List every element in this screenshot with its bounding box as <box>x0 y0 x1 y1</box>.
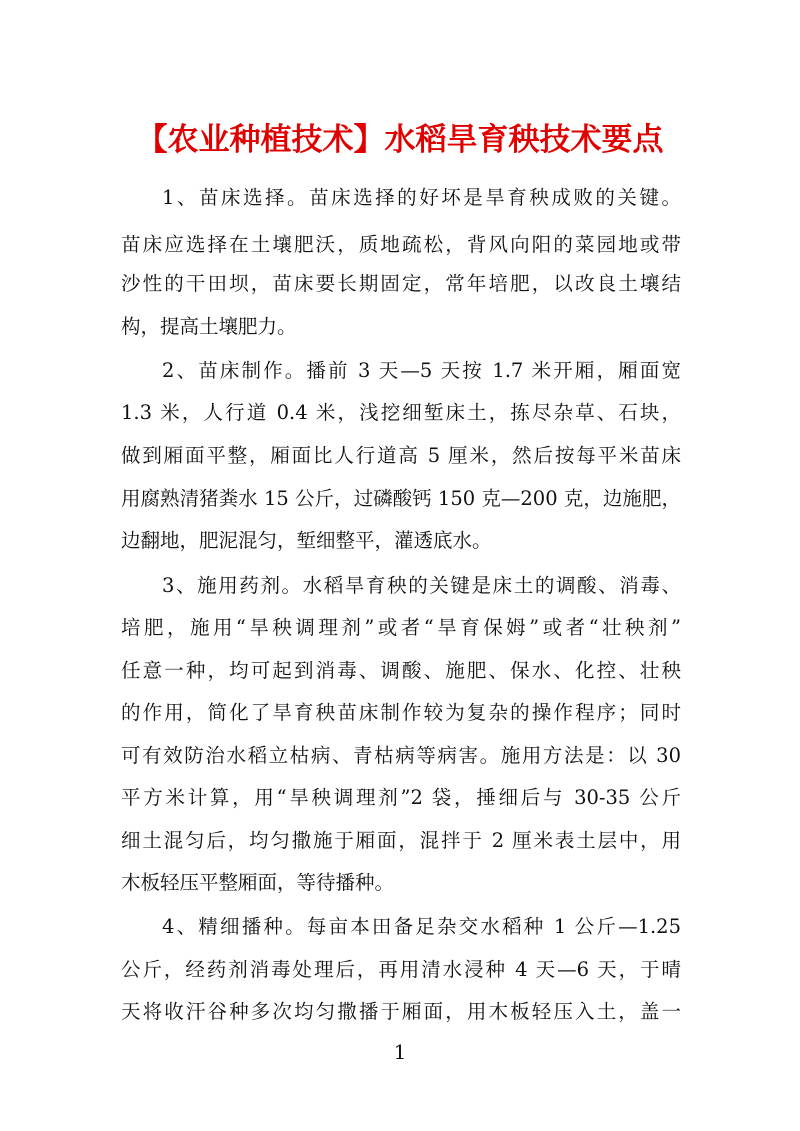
paragraph-3-line-1: 3、施用药剂。水稻旱育秧的关键是床土的调酸、消毒、 <box>162 574 681 597</box>
paragraph-4-line-3: 天将收汗谷种多次均匀撒播于厢面，用木板轻压入土，盖一 <box>121 1000 681 1023</box>
paragraph-3-line-8: 木板轻压平整厢面，等待播种。 <box>121 871 395 894</box>
paragraph-3-line-4: 的作用，简化了旱育秧苗床制作较为复杂的操作程序；同时 <box>121 701 681 724</box>
paragraph-1-line-3: 沙性的干田坝，苗床要长期固定，常年培肥，以改良土壤结 <box>121 272 681 295</box>
document-title: 【农业种植技术】水稻旱育秧技术要点 <box>136 122 664 158</box>
paragraph-4-line-1: 4、精细播种。每亩本田备足杂交水稻种 1 公斤—1.25 <box>162 915 681 938</box>
paragraph-2-line-1: 2、苗床制作。播前 3 天—5 天按 1.7 米开厢，厢面宽 <box>162 359 681 382</box>
paragraph-3-line-3: 任意一种，均可起到消毒、调酸、施肥、保水、化控、壮秧 <box>121 659 681 682</box>
paragraph-1-line-4: 构，提高土壤肥力。 <box>121 315 297 338</box>
paragraph-3-line-2: 培肥，施用“旱秧调理剂”或者“旱育保姆”或者“壮秧剂” <box>121 616 681 639</box>
paragraph-3-line-7: 细土混匀后，均匀撒施于厢面，混拌于 2 厘米表土层中，用 <box>121 829 681 852</box>
paragraph-4-line-2: 公斤，经药剂消毒处理后，再用清水浸种 4 天—6 天，于晴 <box>121 958 681 981</box>
paragraph-3-line-5: 可有效防治水稻立枯病、青枯病等病害。施用方法是：以 30 <box>121 744 681 767</box>
paragraph-3-line-6: 平方米计算，用“旱秧调理剂”2 袋，捶细后与 30-35 公斤 <box>121 786 681 809</box>
paragraph-2-line-2: 1.3 米，人行道 0.4 米，浅挖细堑床土，拣尽杂草、石块， <box>121 401 681 424</box>
paragraph-1-line-2: 苗床应选择在土壤肥沃，质地疏松，背风向阳的菜园地或带 <box>121 233 681 256</box>
paragraph-2-line-4: 用腐熟清猪粪水 15 公斤，过磷酸钙 150 克—200 克，边施肥， <box>121 487 681 510</box>
page-number: 1 <box>393 1040 407 1064</box>
paragraph-2-line-5: 边翻地，肥泥混匀，堑细整平，灌透底水。 <box>121 529 492 552</box>
paragraph-2-line-3: 做到厢面平整，厢面比人行道高 5 厘米，然后按每平米苗床 <box>121 444 681 467</box>
paragraph-1-line-1: 1、苗床选择。苗床选择的好坏是旱育秧成败的关键。 <box>162 186 681 209</box>
